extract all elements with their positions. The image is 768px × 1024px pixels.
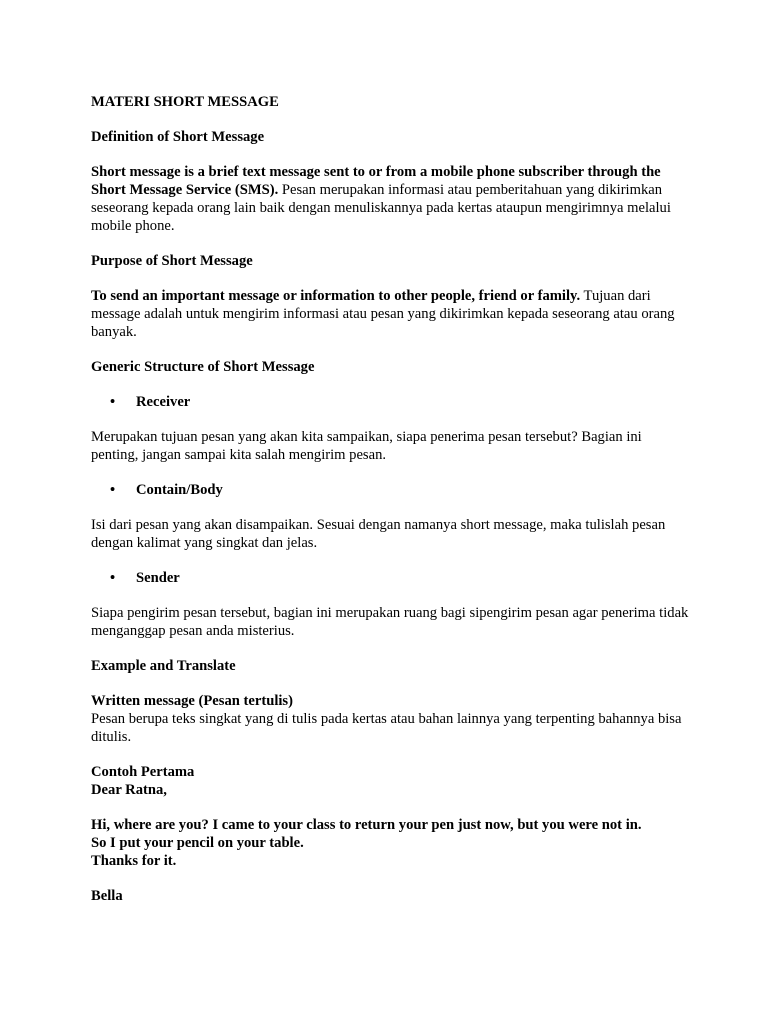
structure-item-label: Receiver (136, 394, 191, 410)
message-line: Thanks for it. (91, 853, 177, 869)
greeting: Dear Ratna, (91, 782, 167, 798)
definition-bold-text: Short message is a brief text message sent to or from a mobile phone subscriber through the Short Message Service (SMS). (91, 164, 661, 198)
purpose-text: Tujuan dari message adalah untuk mengirim informasi atau pesan yang dikirimkan kepada seseorang atau orang banyak. (91, 288, 675, 340)
message-line: So I put your pencil on your table. (91, 835, 304, 851)
structure-item-description: Siapa pengirim pesan tersebut, bagian ini merupakan ruang bagi sipengirim pesan agar penerima tidak menganggap pesan anda misterius. (91, 605, 689, 639)
structure-item-contain-body (91, 481, 691, 499)
bullet-icon: • (110, 394, 116, 410)
structure-heading: Generic Structure of Short Message (91, 359, 315, 375)
bullet-icon: • (110, 482, 116, 498)
written-text: Pesan berupa teks singkat yang di tulis pada kertas atau bahan lainnya yang terpenting bahannya bisa ditulis. (91, 711, 682, 745)
example-one-header (91, 763, 691, 799)
structure-item-label: Contain/Body (136, 482, 223, 498)
definition-paragraph (91, 163, 691, 235)
definition-heading: Definition of Short Message (91, 129, 265, 145)
structure-item-label: Sender (136, 570, 180, 586)
example-one-heading: Contoh Pertama (91, 764, 195, 780)
signature: Bella (91, 888, 123, 904)
message-line: Hi, where are you? I came to your class to return your pen just now, but you were not in. (91, 817, 642, 833)
structure-item-sender (91, 569, 691, 587)
structure-item-description: Isi dari pesan yang akan disampaikan. Sesuai dengan namanya short message, maka tulislah pesan dengan kalimat yang singkat dan jelas. (91, 517, 666, 551)
purpose-bold-text: To send an important message or information to other people, friend or family. (91, 288, 581, 304)
bullet-icon: • (110, 570, 116, 586)
document-page (91, 93, 691, 922)
structure-item-receiver (91, 393, 691, 411)
document-title: MATERI SHORT MESSAGE (91, 94, 279, 110)
purpose-heading: Purpose of Short Message (91, 253, 253, 269)
written-heading: Written message (Pesan tertulis) (91, 693, 293, 709)
written-message-section (91, 692, 691, 746)
message-body (91, 816, 691, 870)
definition-text: Pesan merupakan informasi atau pemberitahuan yang dikirimkan seseorang kepada orang lain baik dengan menuliskannya pada kertas ataupun mengirimnya melalui mobile phone. (91, 182, 671, 234)
example-heading: Example and Translate (91, 658, 236, 674)
structure-item-description: Merupakan tujuan pesan yang akan kita sampaikan, siapa penerima pesan tersebut? Bagian ini penting, jangan sampai kita salah mengirim pesan. (91, 429, 642, 463)
purpose-paragraph (91, 287, 691, 341)
